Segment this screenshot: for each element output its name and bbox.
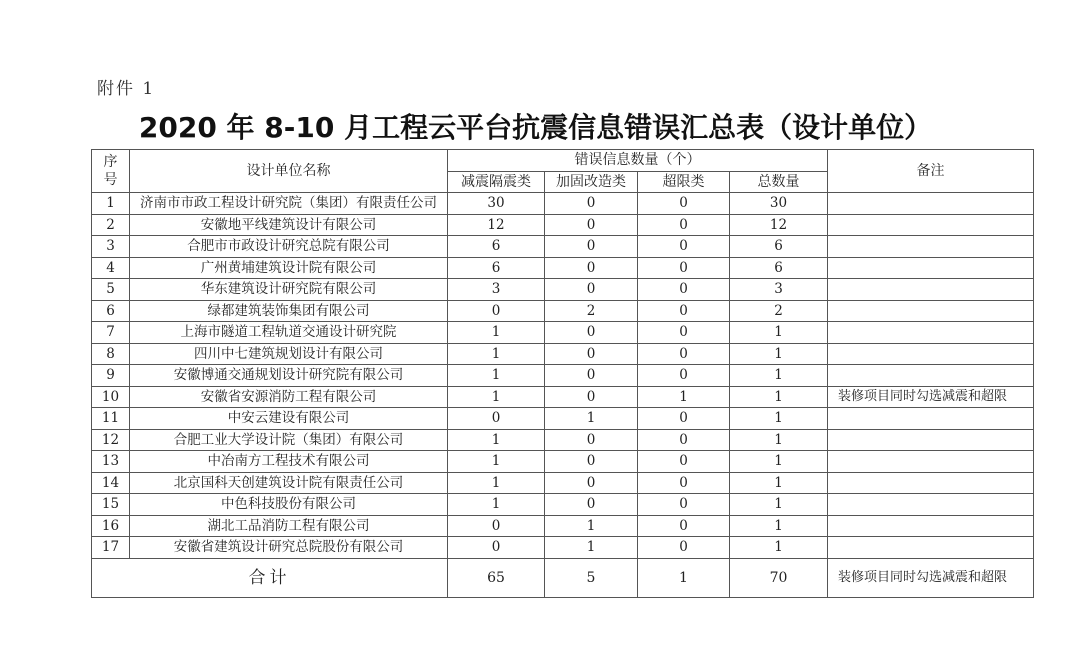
reinforce-count: 0 <box>545 257 638 279</box>
overlimit-count: 0 <box>638 494 730 516</box>
company-name: 安徽地平线建筑设计有限公司 <box>130 214 448 236</box>
reinforce-count: 1 <box>545 515 638 537</box>
company-name: 绿都建筑装饰集团有限公司 <box>130 300 448 322</box>
reinforce-count: 0 <box>545 365 638 387</box>
overlimit-count: 0 <box>638 451 730 473</box>
row-remark <box>828 214 1034 236</box>
table-row <box>92 193 1034 215</box>
reinforce-count: 1 <box>545 408 638 430</box>
isolation-count: 1 <box>448 386 545 408</box>
table-row <box>92 257 1034 279</box>
total-reinforce: 5 <box>545 558 638 597</box>
total-isolation: 65 <box>448 558 545 597</box>
overlimit-count: 0 <box>638 193 730 215</box>
total-count: 3 <box>730 279 828 301</box>
row-number: 11 <box>92 408 130 430</box>
total-row <box>92 558 1034 597</box>
row-remark <box>828 451 1034 473</box>
seq-header-line1: 序 <box>103 154 118 170</box>
col-isolation-header: 减震隔震类 <box>448 171 545 193</box>
isolation-count: 1 <box>448 494 545 516</box>
total-count: 1 <box>730 386 828 408</box>
row-remark <box>828 494 1034 516</box>
isolation-count: 0 <box>448 408 545 430</box>
company-name: 济南市市政工程设计研究院（集团）有限责任公司 <box>130 193 448 215</box>
table-row <box>92 365 1034 387</box>
overlimit-count: 0 <box>638 408 730 430</box>
company-name: 安徽省建筑设计研究总院股份有限公司 <box>130 537 448 559</box>
total-overlimit: 1 <box>638 558 730 597</box>
row-number: 4 <box>92 257 130 279</box>
reinforce-count: 0 <box>545 494 638 516</box>
isolation-count: 1 <box>448 343 545 365</box>
overlimit-count: 0 <box>638 214 730 236</box>
table-row <box>92 408 1034 430</box>
attachment-label: 附件 1 <box>97 79 156 99</box>
total-count: 6 <box>730 257 828 279</box>
table-row <box>92 322 1034 344</box>
isolation-count: 0 <box>448 515 545 537</box>
total-count: 30 <box>730 193 828 215</box>
isolation-count: 1 <box>448 365 545 387</box>
table-row <box>92 214 1034 236</box>
overlimit-count: 0 <box>638 257 730 279</box>
company-name: 合肥工业大学设计院（集团）有限公司 <box>130 429 448 451</box>
table-row <box>92 300 1034 322</box>
total-count: 1 <box>730 429 828 451</box>
company-name: 安徽省安源消防工程有限公司 <box>130 386 448 408</box>
row-remark <box>828 408 1034 430</box>
reinforce-count: 0 <box>545 386 638 408</box>
row-remark: 装修项目同时勾选减震和超限 <box>828 386 1034 408</box>
total-count: 1 <box>730 537 828 559</box>
error-count-group-header: 错误信息数量（个） <box>448 150 828 172</box>
row-number: 17 <box>92 537 130 559</box>
reinforce-count: 0 <box>545 322 638 344</box>
isolation-count: 1 <box>448 322 545 344</box>
table-row <box>92 494 1034 516</box>
summary-table <box>91 149 1034 598</box>
overlimit-count: 0 <box>638 343 730 365</box>
isolation-count: 12 <box>448 214 545 236</box>
isolation-count: 6 <box>448 257 545 279</box>
overlimit-count: 0 <box>638 472 730 494</box>
company-name: 合肥市市政设计研究总院有限公司 <box>130 236 448 258</box>
name-header: 设计单位名称 <box>130 150 448 193</box>
overlimit-count: 0 <box>638 300 730 322</box>
total-count: 6 <box>730 236 828 258</box>
reinforce-count: 1 <box>545 537 638 559</box>
company-name: 中安云建设有限公司 <box>130 408 448 430</box>
row-number: 12 <box>92 429 130 451</box>
total-count: 1 <box>730 322 828 344</box>
total-label: 合计 <box>92 558 448 597</box>
row-number: 8 <box>92 343 130 365</box>
isolation-count: 1 <box>448 451 545 473</box>
remark-header: 备注 <box>828 150 1034 193</box>
company-name: 华东建筑设计研究院有限公司 <box>130 279 448 301</box>
isolation-count: 30 <box>448 193 545 215</box>
table-row <box>92 386 1034 408</box>
row-remark <box>828 429 1034 451</box>
overlimit-count: 0 <box>638 322 730 344</box>
row-number: 1 <box>92 193 130 215</box>
total-count: 1 <box>730 472 828 494</box>
total-count: 1 <box>730 365 828 387</box>
overlimit-count: 0 <box>638 537 730 559</box>
table-row <box>92 236 1034 258</box>
row-number: 5 <box>92 279 130 301</box>
row-remark <box>828 322 1034 344</box>
isolation-count: 1 <box>448 472 545 494</box>
row-remark <box>828 515 1034 537</box>
table-row <box>92 343 1034 365</box>
reinforce-count: 0 <box>545 472 638 494</box>
reinforce-count: 2 <box>545 300 638 322</box>
company-name: 安徽博通交通规划设计研究院有限公司 <box>130 365 448 387</box>
isolation-count: 1 <box>448 429 545 451</box>
total-count: 1 <box>730 494 828 516</box>
row-remark <box>828 279 1034 301</box>
row-remark <box>828 193 1034 215</box>
table-row <box>92 515 1034 537</box>
col-reinforce-header: 加固改造类 <box>545 171 638 193</box>
row-number: 14 <box>92 472 130 494</box>
company-name: 广州黄埔建筑设计院有限公司 <box>130 257 448 279</box>
table-row <box>92 279 1034 301</box>
table-row <box>92 429 1034 451</box>
table-row <box>92 537 1034 559</box>
reinforce-count: 0 <box>545 429 638 451</box>
total-remark: 装修项目同时勾选减震和超限 <box>828 558 1034 597</box>
reinforce-count: 0 <box>545 279 638 301</box>
company-name: 北京国科天创建筑设计院有限责任公司 <box>130 472 448 494</box>
reinforce-count: 0 <box>545 451 638 473</box>
reinforce-count: 0 <box>545 236 638 258</box>
row-number: 3 <box>92 236 130 258</box>
company-name: 四川中七建筑规划设计有限公司 <box>130 343 448 365</box>
table-row <box>92 451 1034 473</box>
row-remark <box>828 537 1034 559</box>
total-count: 70 <box>730 558 828 597</box>
row-number: 16 <box>92 515 130 537</box>
row-number: 13 <box>92 451 130 473</box>
seq-header-line2: 号 <box>103 172 118 188</box>
total-count: 1 <box>730 408 828 430</box>
row-remark <box>828 236 1034 258</box>
reinforce-count: 0 <box>545 214 638 236</box>
overlimit-count: 0 <box>638 365 730 387</box>
row-remark <box>828 257 1034 279</box>
seq-header <box>92 150 130 193</box>
document-title: 2020 年 8-10 月工程云平台抗震信息错误汇总表（设计单位） <box>138 111 933 144</box>
overlimit-count: 1 <box>638 386 730 408</box>
col-total-header: 总数量 <box>730 171 828 193</box>
row-number: 2 <box>92 214 130 236</box>
company-name: 中冶南方工程技术有限公司 <box>130 451 448 473</box>
total-count: 1 <box>730 343 828 365</box>
isolation-count: 0 <box>448 537 545 559</box>
total-count: 2 <box>730 300 828 322</box>
table-body <box>92 193 1034 559</box>
overlimit-count: 0 <box>638 515 730 537</box>
total-count: 1 <box>730 451 828 473</box>
isolation-count: 6 <box>448 236 545 258</box>
row-remark <box>828 300 1034 322</box>
row-number: 6 <box>92 300 130 322</box>
company-name: 上海市隧道工程轨道交通设计研究院 <box>130 322 448 344</box>
row-number: 10 <box>92 386 130 408</box>
reinforce-count: 0 <box>545 343 638 365</box>
overlimit-count: 0 <box>638 236 730 258</box>
overlimit-count: 0 <box>638 279 730 301</box>
total-count: 1 <box>730 515 828 537</box>
table-row <box>92 472 1034 494</box>
row-number: 7 <box>92 322 130 344</box>
company-name: 中色科技股份有限公司 <box>130 494 448 516</box>
row-number: 9 <box>92 365 130 387</box>
row-remark <box>828 343 1034 365</box>
row-remark <box>828 365 1034 387</box>
col-overlimit-header: 超限类 <box>638 171 730 193</box>
header-row-1 <box>92 150 1034 172</box>
total-count: 12 <box>730 214 828 236</box>
overlimit-count: 0 <box>638 429 730 451</box>
company-name: 湖北工品消防工程有限公司 <box>130 515 448 537</box>
row-number: 15 <box>92 494 130 516</box>
reinforce-count: 0 <box>545 193 638 215</box>
isolation-count: 0 <box>448 300 545 322</box>
row-remark <box>828 472 1034 494</box>
isolation-count: 3 <box>448 279 545 301</box>
